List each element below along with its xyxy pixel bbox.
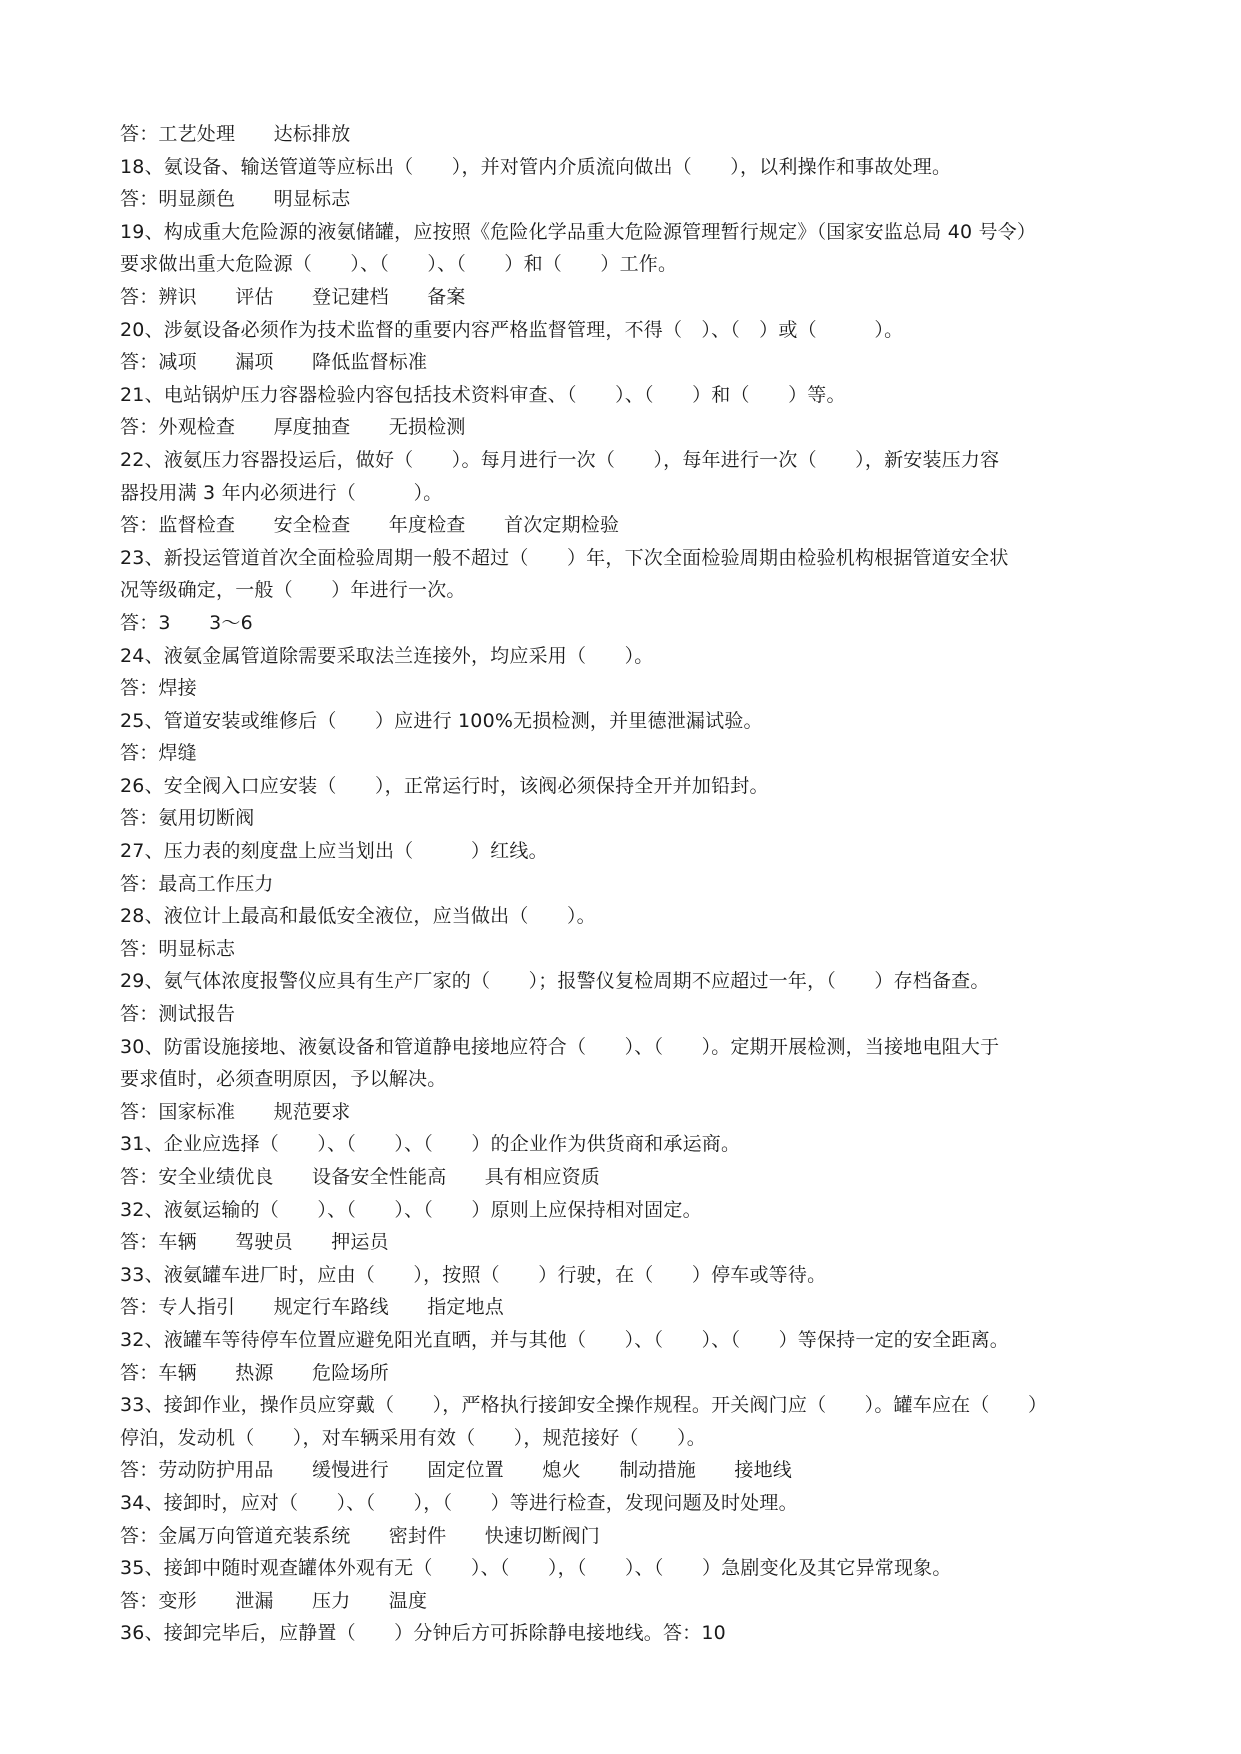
answer-line: 答：工艺处理 达标排放 (120, 123, 351, 145)
question-29: 29、氨气体浓度报警仪应具有生产厂家的（ ）；报警仪复检周期不应超过一年，（ ）存档备查。 (120, 970, 990, 993)
answer-34: 答：金属万向管道充装系统 密封件 快速切断阀门 (120, 1524, 601, 1547)
question-30-line-2: 要求值时，必须查明原因，予以解决。 (120, 1068, 447, 1091)
question-32b: 32、液罐车等待停车位置应避免阳光直晒，并与其他（ ）、（ ）、（ ）等保持一定的安全距离。 (120, 1328, 1009, 1351)
question-36: 36、接卸完毕后，应静置（ ）分钟后方可拆除静电接地线。答：10 (120, 1622, 726, 1645)
question-19-line-2: 要求做出重大危险源（ ）、（ ）、（ ）和（ ）工作。 (120, 253, 678, 276)
question-19-line-1: 19、构成重大危险源的液氨储罐，应按照《危险化学品重大危险源管理暂行规定》（国家安监总局 40 号令） (120, 220, 1037, 243)
answer-35: 答：变形 泄漏 压力 温度 (120, 1589, 428, 1612)
answer-33b: 答：劳动防护用品 缓慢进行 固定位置 熄火 制动措施 接地线 (120, 1459, 793, 1482)
answer-26: 答：氨用切断阀 (120, 807, 255, 830)
answer-29: 答：测试报告 (120, 1003, 236, 1026)
question-35: 35、接卸中随时观查罐体外观有无（ ）、（ ），（ ）、（ ）急剧变化及其它异常现象。 (120, 1557, 952, 1580)
answer-32b: 答：车辆 热源 危险场所 (120, 1361, 389, 1384)
question-22-line-1: 22、液氨压力容器投运后，做好（ ）。每月进行一次（ ），每年进行一次（ ），新安装压力容 (120, 448, 1000, 471)
question-33b-line-1: 33、接卸作业，操作员应穿戴（ ），严格执行接卸安全操作规程。开关阀门应（ ）。罐车应在（ ） (120, 1394, 1048, 1417)
question-24: 24、液氨金属管道除需要采取法兰连接外，均应采用（ ）。 (120, 644, 654, 667)
question-30-line-1: 30、防雷设施接地、液氨设备和管道静电接地应符合（ ）、（ ）。定期开展检测，当接地电阻大于 (120, 1035, 1000, 1058)
answer-23: 答：3 3～6 (120, 611, 253, 634)
answer-25: 答：焊缝 (120, 742, 197, 765)
answer-18: 答：明显颜色 明显标志 (120, 188, 351, 211)
question-27: 27、压力表的刻度盘上应当划出（ ）红线。 (120, 840, 548, 863)
question-26: 26、安全阀入口应安装（ ），正常运行时，该阀必须保持全开并加铅封。 (120, 774, 769, 797)
question-32a: 32、液氨运输的（ ）、（ ）、（ ）原则上应保持相对固定。 (120, 1198, 702, 1221)
question-34: 34、接卸时，应对（ ）、（ ），（ ）等进行检查，发现问题及时处理。 (120, 1491, 798, 1514)
question-22-line-2: 器投用满 3 年内必须进行（ ）。 (120, 481, 443, 504)
answer-19: 答：辨识 评估 登记建档 备案 (120, 285, 466, 308)
answer-30: 答：国家标准 规范要求 (120, 1100, 351, 1123)
question-20: 20、涉氨设备必须作为技术监督的重要内容严格监督管理，不得（ ）、（ ）或（ ）。 (120, 318, 904, 341)
answer-27: 答：最高工作压力 (120, 872, 274, 895)
question-33b-line-2: 停泊，发动机（ ），对车辆采用有效（ ），规范接好（ ）。 (120, 1426, 706, 1449)
question-31: 31、企业应选择（ ）、（ ）、（ ）的企业作为供货商和承运商。 (120, 1133, 741, 1156)
answer-24: 答：焊接 (120, 677, 197, 700)
answer-31: 答：安全业绩优良 设备安全性能高 具有相应资质 (120, 1166, 601, 1188)
document-page (120, 118, 1170, 1650)
answer-21: 答：外观检查 厚度抽查 无损检测 (120, 416, 466, 439)
answer-32a: 答：车辆 驾驶员 押运员 (120, 1231, 389, 1254)
answer-33a: 答：专人指引 规定行车路线 指定地点 (120, 1296, 505, 1319)
question-28: 28、液位计上最高和最低安全液位，应当做出（ ）。 (120, 905, 596, 928)
answer-20: 答：减项 漏项 降低监督标准 (120, 351, 428, 374)
question-18: 18、氨设备、输送管道等应标出（ ），并对管内介质流向做出（ ），以利操作和事故处理。 (120, 155, 952, 178)
question-23-line-2: 况等级确定，一般（ ）年进行一次。 (120, 579, 466, 602)
answer-28: 答：明显标志 (120, 937, 236, 960)
answer-22: 答：监督检查 安全检查 年度检查 首次定期检验 (120, 514, 620, 537)
question-25: 25、管道安装或维修后（ ）应进行 100%无损检测，并里德泄漏试验。 (120, 709, 763, 732)
question-21: 21、电站锅炉压力容器检验内容包括技术资料审查、（ ）、（ ）和（ ）等。 (120, 383, 846, 406)
question-33a: 33、液氨罐车进厂时，应由（ ），按照（ ）行驶，在（ ）停车或等待。 (120, 1263, 827, 1286)
question-23-line-1: 23、新投运管道首次全面检验周期一般不超过（ ）年，下次全面检验周期由检验机构根据管道安全状 (120, 546, 1009, 569)
